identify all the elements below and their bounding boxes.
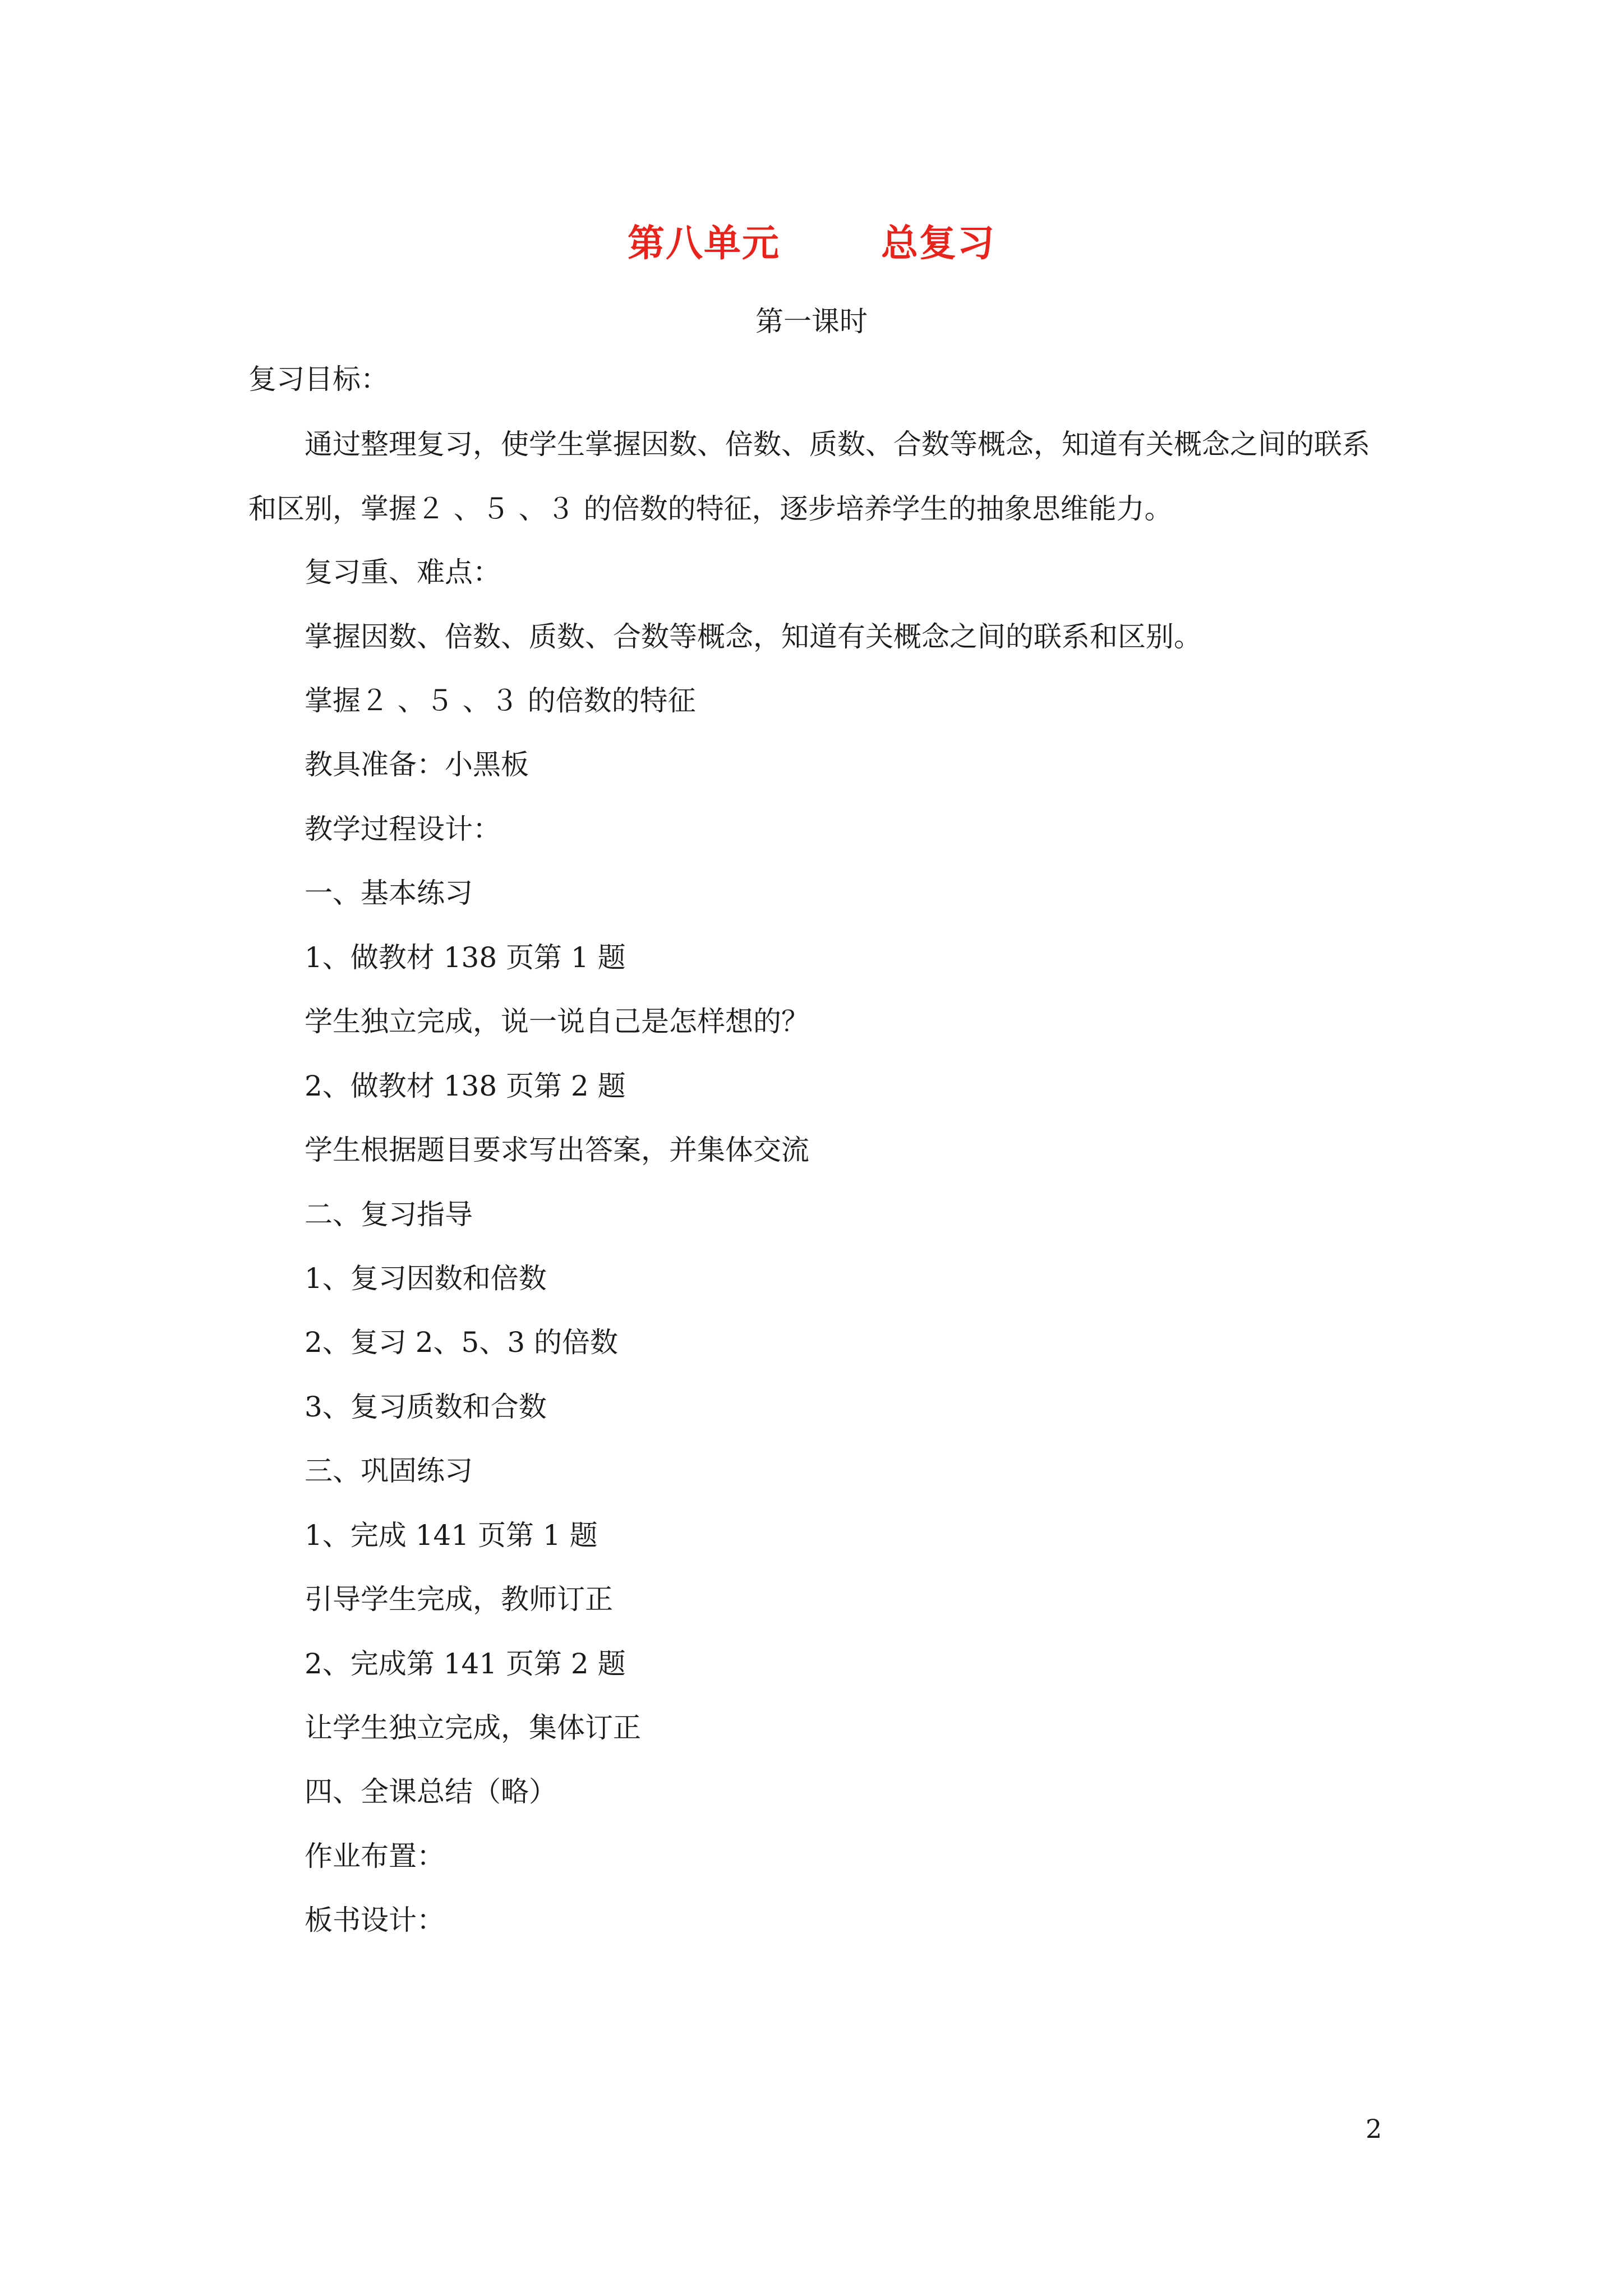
title-topic: 总复习: [881, 221, 995, 265]
key-point-multiples: 掌握２ 、５ 、３ 的倍数的特征: [305, 684, 696, 717]
key-point-concepts: 掌握因数、倍数、质数、合数等概念，知道有关概念之间的联系和区别。: [305, 620, 1202, 653]
exercise-item: 1、做教材 138 页第 1 题: [305, 941, 626, 974]
teaching-aids: 教具准备：小黑板: [305, 748, 529, 781]
part-one-heading: 一、基本练习: [305, 877, 473, 909]
exercise-item: 2、完成第 141 页第 2 题: [305, 1648, 626, 1680]
review-item: 3、复习质数和合数: [305, 1391, 547, 1423]
review-item: 2、复习 2、5、3 的倍数: [305, 1326, 619, 1359]
page-title: [0, 213, 1623, 266]
section-heading-key-points: 复习重、难点：: [305, 556, 501, 588]
title-unit: 第八单元: [628, 221, 780, 265]
exercise-item: 2、做教材 138 页第 2 题: [305, 1070, 626, 1102]
part-four-heading: 四、全课总结（略）: [305, 1775, 557, 1808]
review-item: 1、复习因数和倍数: [305, 1262, 547, 1295]
section-heading-process: 教学过程设计：: [305, 813, 501, 845]
part-three-heading: 三、巩固练习: [305, 1455, 473, 1487]
body-paragraph-line-2: 和区别，掌握２ 、５ 、３ 的倍数的特征，逐步培养学生的抽象思维能力。: [248, 493, 1173, 525]
exercise-note: 学生根据题目要求写出答案，并集体交流: [305, 1134, 809, 1166]
body-paragraph-line-1: 通过整理复习，使学生掌握因数、倍数、质数、合数等概念，知道有关概念之间的联系: [305, 428, 1370, 461]
section-heading-objectives: 复习目标：: [248, 363, 389, 395]
part-two-heading: 二、复习指导: [305, 1198, 473, 1231]
exercise-note: 让学生独立完成，集体订正: [305, 1711, 641, 1744]
board-design-heading: 板书设计：: [305, 1904, 445, 1936]
exercise-item: 1、完成 141 页第 1 题: [305, 1519, 598, 1552]
exercise-note: 引导学生完成，教师订正: [305, 1583, 613, 1616]
lesson-subtitle: 第一课时: [755, 305, 868, 338]
homework-heading: 作业布置：: [305, 1840, 445, 1872]
page-number: 2: [1366, 2114, 1382, 2144]
exercise-note: 学生独立完成，说一说自己是怎样想的？: [305, 1005, 809, 1038]
